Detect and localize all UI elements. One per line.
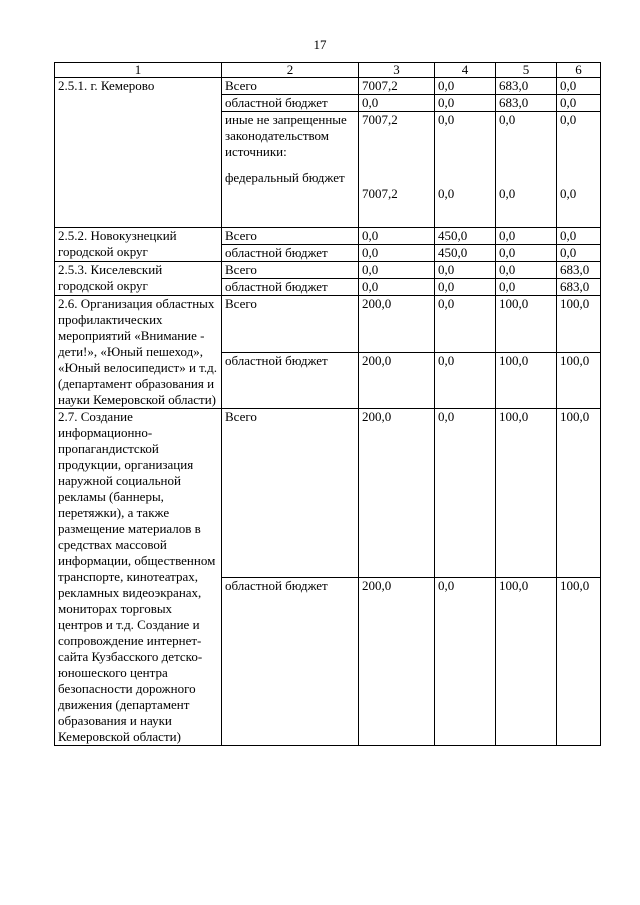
value-cell: 0,0 [557,228,601,245]
value-cell: 0,0 [435,279,496,296]
value-cell: 0,0 [435,409,496,578]
value-federal-4: 0,0 [438,186,455,201]
value-cell: 100,0 [496,577,557,746]
value-cell: 683,0 [557,262,601,279]
value-other-6: 0,0 [560,112,577,127]
value-cell: 0,0 [359,262,435,279]
value-federal-3: 7007,2 [362,186,398,201]
row-name-2-5-2: 2.5.2. Новокузнецкий городской округ [55,228,222,262]
value-cell: 0,0 [496,279,557,296]
source-federal: федеральный бюджет [225,170,345,185]
table-row [55,296,601,353]
source-cell: областной бюджет [222,95,359,112]
value-cell: 0,0 [435,296,496,353]
header-cell-2: 2 [222,63,359,78]
value-cell: 683,0 [557,279,601,296]
value-cell: 200,0 [359,352,435,409]
source-cell: областной бюджет [222,352,359,409]
table-row [55,409,601,578]
value-cell: 0,0 [435,352,496,409]
value-cell: 100,0 [557,577,601,746]
value-cell: 0,0 [496,262,557,279]
value-cell: 0,0 [359,95,435,112]
value-cell: 0,0 [435,78,496,95]
budget-table [54,62,601,746]
source-cell: Всего [222,296,359,353]
row-name-2-6: 2.6. Организация областных профилактических мероприятий «Внимание - дети!», «Юный пешеход», «Юный велосипедист» и т.д. (департамент образования и науки Кемеровской области) [55,296,222,409]
row-name-2-5-3: 2.5.3. Киселевский городской округ [55,262,222,296]
value-federal-5: 0,0 [499,186,516,201]
value-cell: 0,0 [435,577,496,746]
row-name-2-7: 2.7. Создание информационно-пропагандистской продукции, организация наружной социальной рекламы (баннеры, перетяжки), а также размещение материалов в средствах массовой информации, общественном транспорте, кинотеатрах, рекламных видеоэкранах, мониторах торговых центров и т.д. Создание и сопровождение интернет-сайта Кузбасского детско-юношеского центра безопасности дорожного движения (департамент образования и науки Кемеровской области) [55,409,222,746]
value-cell: 100,0 [557,296,601,353]
value-cell: 0,0 [496,245,557,262]
value-federal-6: 0,0 [560,186,577,201]
source-cell: областной бюджет [222,245,359,262]
value-other-3: 7007,2 [362,112,398,127]
source-cell: областной бюджет [222,577,359,746]
value-cell: 200,0 [359,296,435,353]
source-cell: Всего [222,262,359,279]
value-cell: 450,0 [435,228,496,245]
source-cell: Всего [222,409,359,578]
value-cell [496,112,557,228]
source-cell: Всего [222,78,359,95]
header-cell-4: 4 [435,63,496,78]
source-cell: Всего [222,228,359,245]
value-cell: 0,0 [557,78,601,95]
header-cell-3: 3 [359,63,435,78]
value-cell [435,112,496,228]
value-cell: 0,0 [359,228,435,245]
source-cell: областной бюджет [222,279,359,296]
table-row [55,228,601,245]
value-cell [557,112,601,228]
value-cell [359,112,435,228]
value-cell: 683,0 [496,78,557,95]
table-header-row [55,63,601,78]
source-cell [222,112,359,228]
value-cell: 100,0 [496,296,557,353]
value-other-4: 0,0 [438,112,455,127]
table-row [55,262,601,279]
value-cell: 7007,2 [359,78,435,95]
value-cell: 450,0 [435,245,496,262]
table-row [55,78,601,95]
value-cell: 100,0 [557,409,601,578]
value-cell: 200,0 [359,409,435,578]
value-cell: 0,0 [557,95,601,112]
header-cell-1: 1 [55,63,222,78]
value-cell: 100,0 [557,352,601,409]
value-cell: 200,0 [359,577,435,746]
value-cell: 0,0 [435,262,496,279]
page-number: 17 [313,37,327,52]
value-other-5: 0,0 [499,112,516,127]
value-cell: 0,0 [435,95,496,112]
row-name-2-5-1: 2.5.1. г. Кемерово [55,78,222,228]
value-cell: 0,0 [496,228,557,245]
value-cell: 0,0 [557,245,601,262]
value-cell: 100,0 [496,409,557,578]
value-cell: 0,0 [359,279,435,296]
value-cell: 683,0 [496,95,557,112]
header-cell-6: 6 [557,63,601,78]
value-cell: 0,0 [359,245,435,262]
header-cell-5: 5 [496,63,557,78]
value-cell: 100,0 [496,352,557,409]
source-other: иные не запрещенные законодательством источники: [225,112,347,159]
